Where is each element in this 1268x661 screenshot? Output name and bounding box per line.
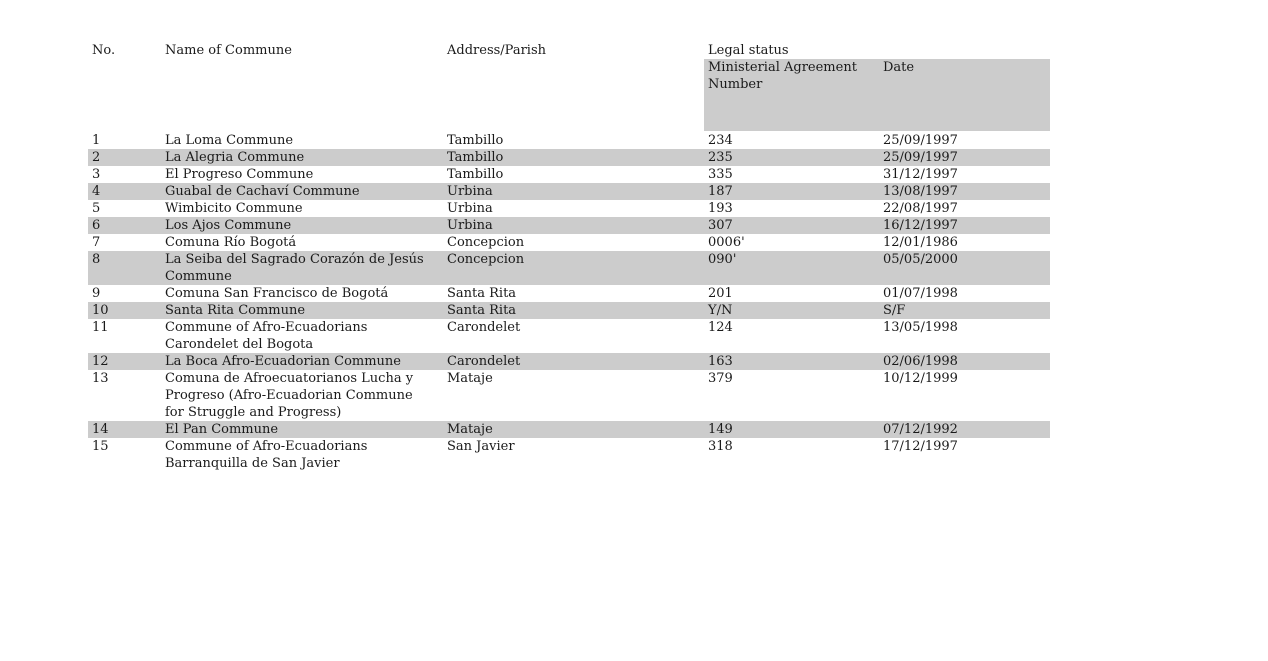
commune-name: Comuna San Francisco de Bogotá <box>165 286 389 301</box>
table-body <box>88 132 1050 472</box>
table-row <box>88 132 1050 149</box>
legal-status-subheader <box>704 59 1050 131</box>
commune-address: Concepcion <box>447 252 525 267</box>
agreement-date: 01/07/1998 <box>883 286 958 301</box>
row-number: 8 <box>92 252 101 267</box>
commune-address: Mataje <box>447 422 493 437</box>
row-number: 15 <box>92 439 109 454</box>
commune-name: Commune of Afro-Ecuadorians Barranquilla de San Javier <box>165 439 368 471</box>
row-number: 6 <box>92 218 101 233</box>
row-number: 14 <box>92 422 109 437</box>
row-number: 3 <box>92 167 101 182</box>
commune-name: Commune of Afro-Ecuadorians Carondelet del Bogota <box>165 320 368 352</box>
agreement-date: 12/01/1986 <box>883 235 958 250</box>
agreement-number: 307 <box>708 218 733 233</box>
agreement-number: 149 <box>708 422 733 437</box>
row-number: 7 <box>92 235 101 250</box>
row-number: 1 <box>92 133 101 148</box>
commune-name: La Boca Afro-Ecuadorian Commune <box>165 354 401 369</box>
agreement-date: 05/05/2000 <box>883 252 958 267</box>
agreement-date: S/F <box>883 303 906 318</box>
agreement-date: 31/12/1997 <box>883 167 958 182</box>
agreement-date: 02/06/1998 <box>883 354 958 369</box>
table-row <box>88 353 1050 370</box>
table-row <box>88 370 1050 421</box>
commune-address: Urbina <box>447 201 493 216</box>
agreement-date: 13/05/1998 <box>883 320 958 335</box>
commune-address: Mataje <box>447 371 493 386</box>
agreement-number: 201 <box>708 286 733 301</box>
header-address: Address/Parish <box>447 43 546 58</box>
agreement-number: 187 <box>708 184 733 199</box>
agreement-date: 16/12/1997 <box>883 218 958 233</box>
table-row <box>88 251 1050 285</box>
row-number: 9 <box>92 286 101 301</box>
table-row <box>88 200 1050 217</box>
row-number: 12 <box>92 354 109 369</box>
agreement-number: 0006' <box>708 235 745 250</box>
row-number: 5 <box>92 201 101 216</box>
commune-name: La Loma Commune <box>165 133 294 148</box>
commune-address: Carondelet <box>447 354 521 369</box>
commune-address: San Javier <box>447 439 515 454</box>
agreement-date: 07/12/1992 <box>883 422 958 437</box>
table-row <box>88 285 1050 302</box>
commune-name: La Seiba del Sagrado Corazón de Jesús Commune <box>165 252 424 284</box>
table-row <box>88 217 1050 234</box>
agreement-date: 10/12/1999 <box>883 371 958 386</box>
table-row <box>88 302 1050 319</box>
commune-name: Comuna Río Bogotá <box>165 235 297 250</box>
commune-name: Guabal de Cachaví Commune <box>165 184 360 199</box>
header-legal-status: Legal status <box>708 43 789 58</box>
header-agreement-number: Ministerial Agreement Number <box>708 60 857 92</box>
agreement-number: 163 <box>708 354 733 369</box>
table-row <box>88 149 1050 166</box>
agreement-date: 17/12/1997 <box>883 439 958 454</box>
header-no: No. <box>92 43 116 58</box>
header-date: Date <box>883 60 915 75</box>
header-name: Name of Commune <box>165 43 292 58</box>
table-row <box>88 234 1050 251</box>
communes-table <box>88 42 1050 472</box>
table-row <box>88 421 1050 438</box>
commune-name: Wimbicito Commune <box>165 201 303 216</box>
commune-name: Santa Rita Commune <box>165 303 306 318</box>
commune-address: Santa Rita <box>447 286 517 301</box>
row-number: 10 <box>92 303 109 318</box>
agreement-number: 193 <box>708 201 733 216</box>
table-row <box>88 166 1050 183</box>
commune-address: Urbina <box>447 218 493 233</box>
commune-name: El Pan Commune <box>165 422 279 437</box>
table-row <box>88 319 1050 353</box>
commune-address: Concepcion <box>447 235 525 250</box>
row-number: 2 <box>92 150 101 165</box>
row-number: 4 <box>92 184 101 199</box>
agreement-number: Y/N <box>708 303 733 318</box>
agreement-number: 124 <box>708 320 733 335</box>
row-number: 11 <box>92 320 109 335</box>
commune-name: Los Ajos Commune <box>165 218 292 233</box>
agreement-number: 235 <box>708 150 733 165</box>
commune-name: El Progreso Commune <box>165 167 314 182</box>
agreement-date: 25/09/1997 <box>883 133 958 148</box>
agreement-number: 335 <box>708 167 733 182</box>
row-number: 13 <box>92 371 109 386</box>
commune-name: La Alegria Commune <box>165 150 305 165</box>
commune-address: Tambillo <box>447 150 504 165</box>
agreement-number: 234 <box>708 133 733 148</box>
commune-name: Comuna de Afroecuatorianos Lucha y Progreso (Afro-Ecuadorian Commune for Struggle and Progress) <box>165 371 414 420</box>
commune-address: Carondelet <box>447 320 521 335</box>
agreement-number: 318 <box>708 439 733 454</box>
table-row <box>88 438 1050 472</box>
agreement-number: 379 <box>708 371 733 386</box>
agreement-date: 13/08/1997 <box>883 184 958 199</box>
commune-address: Urbina <box>447 184 493 199</box>
agreement-date: 25/09/1997 <box>883 150 958 165</box>
table-row <box>88 183 1050 200</box>
commune-address: Tambillo <box>447 133 504 148</box>
agreement-date: 22/08/1997 <box>883 201 958 216</box>
table-header <box>88 42 1050 132</box>
agreement-number: 090' <box>708 252 737 267</box>
commune-address: Tambillo <box>447 167 504 182</box>
commune-address: Santa Rita <box>447 303 517 318</box>
